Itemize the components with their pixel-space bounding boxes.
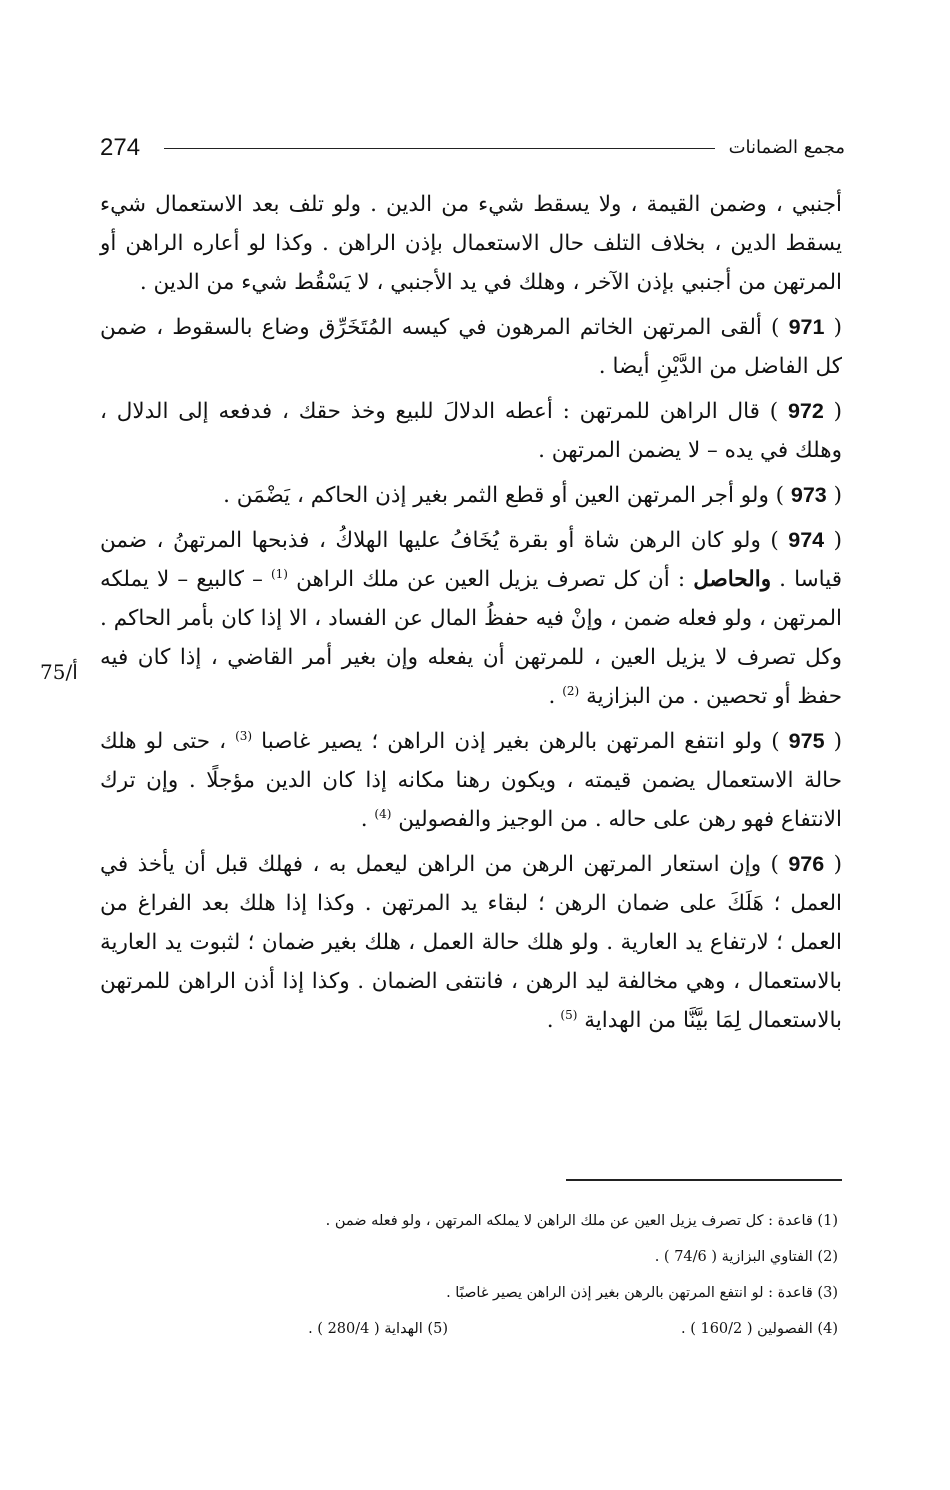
paragraph-text: . bbox=[546, 1008, 561, 1033]
item-number: 976 bbox=[788, 852, 825, 876]
item-number: 971 bbox=[788, 315, 825, 339]
footnote-ref: (1) bbox=[270, 566, 288, 581]
item-number: 972 bbox=[787, 399, 824, 423]
item-number: 974 bbox=[788, 528, 825, 552]
running-title: مجمع الضمانات bbox=[728, 137, 845, 158]
paragraph-text: ولو أجر المرتهن العين أو قطع الثمر بغير إذن الحاكم ، يَضْمَن . bbox=[223, 483, 769, 508]
footnote-ref: (2) bbox=[562, 683, 580, 698]
item-number: 973 bbox=[790, 483, 827, 507]
main-text bbox=[100, 185, 842, 1046]
margin-manuscript-note: 75/أ bbox=[40, 660, 78, 684]
paragraph-text: ولو كان الرهن شاة أو بقرة يُخَافُ عليها الهلاكُ ، فذبحها المرتهنُ ، ضمن قياسا . bbox=[100, 528, 842, 592]
footnotes bbox=[100, 1203, 838, 1347]
paragraph-972: ( 972 ) قال الراهن للمرتهن : أعطه الدلالَ للبيع وخذ حقك ، فدفعه إلى الدلال ، وهلك في يده – لا يضمن المرتهن . bbox=[100, 399, 842, 463]
paragraph-971: ( 971 ) ألقى المرتهن الخاتم المرهون في كيسه المُتَخَرِّق وضاع بالسقوط ، ضمن كل الفاضل من الدَّيْنِ أيضا . bbox=[100, 315, 842, 379]
footnote-5: (5) الهداية ( 280/4 ) . bbox=[308, 1321, 448, 1337]
paragraph-973: ( 973 ) ولو أجر المرتهن العين أو قطع الثمر بغير إذن الحاكم ، يَضْمَن . bbox=[223, 483, 842, 508]
footnote-ref: (5) bbox=[560, 1007, 578, 1022]
paragraph-975: ( 975 ) ولو انتفع المرتهن بالرهن بغير إذن الراهن ؛ يصير غاصبا $^{(3)}$ ، حتى لو هلك حالة الاستعمال يضمن قيمته ، ويكون رهنا مكانه إذا كان الدين مؤجلًا . وإن ترك الانتفاع فهو رهن على حاله . من الوجيز والفصولين $^{(4)}$ . bbox=[100, 728, 842, 832]
footnote-separator bbox=[566, 1179, 842, 1181]
footnote-ref: (4) bbox=[374, 806, 392, 821]
paragraph-continuation bbox=[100, 185, 842, 302]
paragraph-text: قال الراهن للمرتهن : أعطه الدلالَ للبيع وخذ حقك ، فدفعه إلى الدلال ، وهلك في يده – لا يضمن المرتهن . bbox=[100, 399, 842, 463]
paragraph-text: . bbox=[360, 807, 375, 832]
paragraph-976: ( 976 ) وإن استعار المرتهن الرهن من الراهن ليعمل به ، فهلك قبل أن يأخذ في العمل ؛ هَلَكَ على ضمان الرهن ؛ لبقاء يد المرتهن . وكذا إذا هلك بعد الفراغ من العمل ؛ لارتفاع يد العارية . ولو هلك حالة العمل ، هلك بغير ضمان ؛ لثبوت يد العارية بالاستعمال ، وهي مخالفة ليد الرهن ، فانتفى الضمان . وكذا إذا أذن الراهن للمرتهن بالاستعمال لِمَا بيَّنَّا من الهداية $^{(5)}$ . bbox=[100, 852, 842, 1033]
footnote-4: (4) الفصولين ( 160/2 ) . bbox=[680, 1321, 838, 1337]
paragraph-text: وإن استعار المرتهن الرهن من الراهن ليعمل به ، فهلك قبل أن يأخذ في العمل ؛ هَلَكَ على ضمان الرهن ؛ لبقاء يد المرتهن . وكذا إذا هلك بعد الفراغ من العمل ؛ لارتفاع يد العارية . ولو هلك حالة العمل ، هلك بغير ضمان ؛ لثبوت يد العارية بالاستعمال ، وهي مخالفة ليد الرهن ، فانتفى الضمان . وكذا إذا أذن الراهن للمرتهن بالاستعمال لِمَا بيَّنَّا من الهداية bbox=[100, 852, 842, 1033]
header-rule bbox=[164, 148, 715, 149]
page-number: 274 bbox=[100, 134, 141, 161]
paragraph-text: أجنبي ، وضمن القيمة ، ولا يسقط شيء من الدين . ولو تلف بعد الاستعمال شيء يسقط الدين ، بخلاف التلف حال الاستعمال بإذن الراهن . وكذا لو أعاره الراهن أو المرتهن من أجنبي بإذن الآخر ، وهلك في يد الأجنبي ، لا يَسْقُط شيء من الدين . bbox=[100, 192, 842, 295]
footnote-row bbox=[100, 1311, 838, 1347]
footnote-2: (2) الفتاوي البزازية ( 74/6 ) . bbox=[654, 1249, 838, 1265]
paragraph-text: ، حتى لو هلك حالة الاستعمال يضمن قيمته ، ويكون رهنا مكانه إذا كان الدين مؤجلًا . وإن ترك الانتفاع فهو رهن على حاله . من الوجيز والفصولين bbox=[100, 729, 842, 832]
bold-term: والحاصل bbox=[693, 567, 772, 592]
paragraph-text: ألقى المرتهن الخاتم المرهون في كيسه المُتَخَرِّق وضاع بالسقوط ، ضمن كل الفاضل من الدَّيْنِ أيضا . bbox=[100, 315, 842, 379]
paragraph-text: ولو انتفع المرتهن بالرهن بغير إذن الراهن ؛ يصير غاصبا bbox=[261, 729, 763, 754]
footnote-ref: (3) bbox=[235, 728, 253, 743]
paragraph-text: – كالبيع – لا يملكه المرتهن ، ولو فعله ضمن ، وإنْ فيه حفظُ المال عن الفساد ، الا إذا كان بأمر الحاكم . وكل تصرف لا يزيل العين ، للمرتهن أن يفعله وإن بغير أمر القاضي ، إذا كان فيه حفظ أو تحصين . من البزازية bbox=[100, 567, 842, 709]
paragraph-text: . bbox=[548, 684, 563, 709]
footnote-3: (3) قاعدة : لو انتفع المرتهن بالرهن بغير إذن الراهن يصير غاصبًا . bbox=[446, 1285, 838, 1301]
item-number: 975 bbox=[788, 729, 825, 753]
page-header bbox=[100, 133, 845, 167]
footnote-1: (1) قاعدة : كل تصرف يزيل العين عن ملك الراهن لا يملكه المرتهن ، ولو فعله ضمن . bbox=[325, 1213, 838, 1229]
paragraph-text: : أن كل تصرف يزيل العين عن ملك الراهن bbox=[296, 567, 694, 592]
paragraph-974: ( 974 ) ولو كان الرهن شاة أو بقرة يُخَافُ عليها الهلاكُ ، فذبحها المرتهنُ ، ضمن قياسا . والحاصل : أن كل تصرف يزيل العين عن ملك الراهن $^{(1)}$ – كالبيع – لا يملكه المرتهن ، ولو فعله ضمن ، وإنْ فيه حفظُ المال عن الفساد ، الا إذا كان بأمر الحاكم . وكل تصرف لا يزيل العين ، للمرتهن أن يفعله وإن بغير أمر القاضي ، إذا كان فيه حفظ أو تحصين . من البزازية $^{(2)}$ . bbox=[100, 528, 842, 709]
